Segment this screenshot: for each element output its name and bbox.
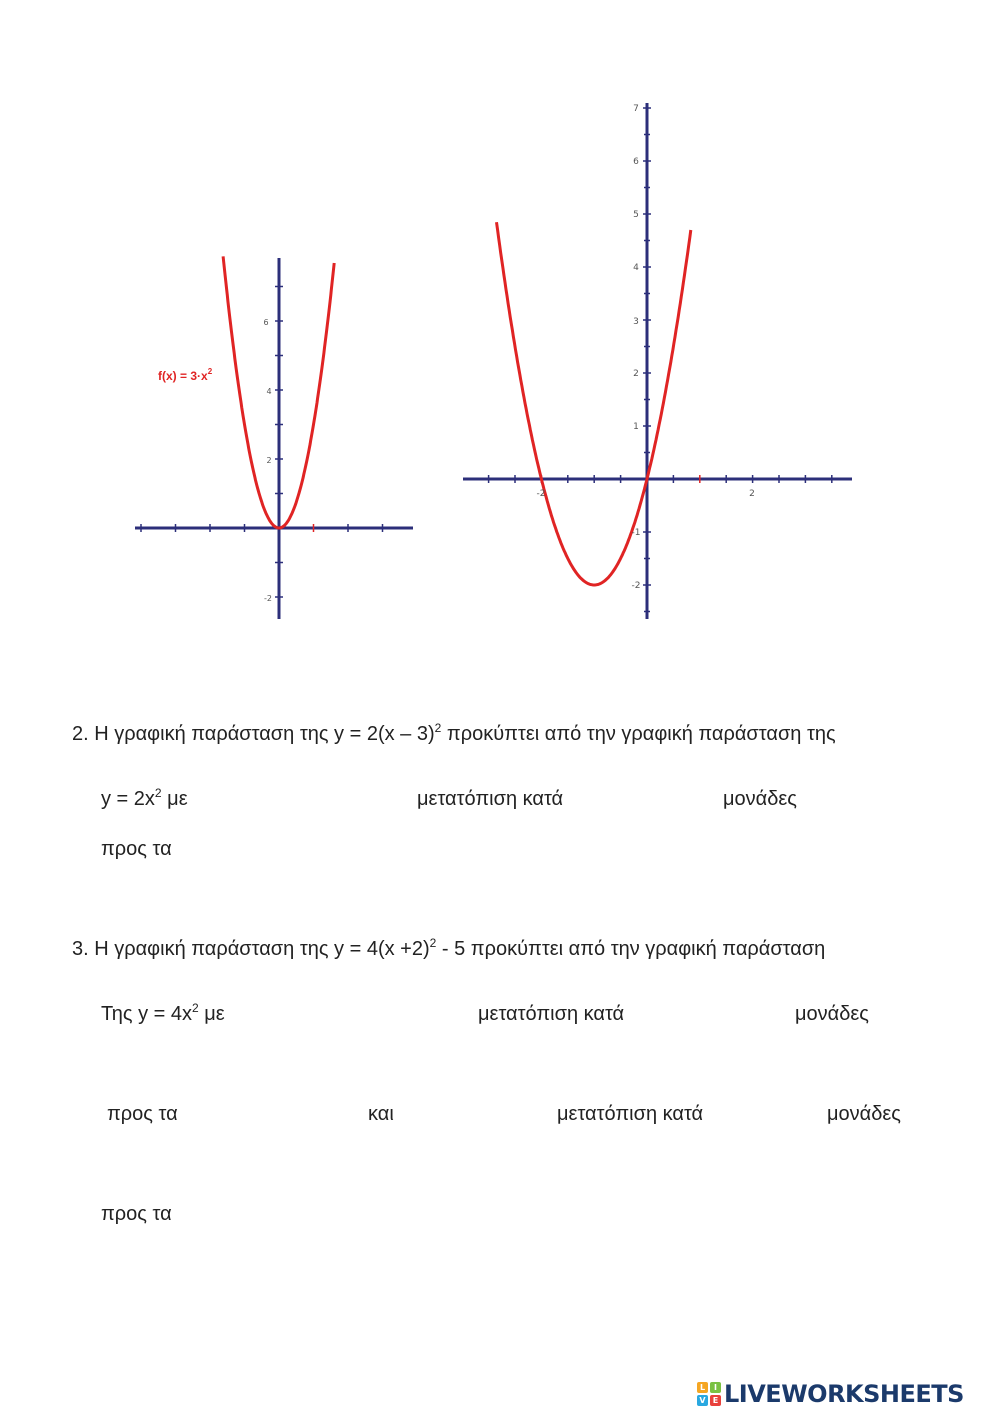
liveworksheets-logo: [697, 1379, 964, 1409]
left-tick-label-2: 2: [266, 456, 272, 465]
q3-units-label-2: μονάδες: [827, 1103, 901, 1125]
right-tick-label-neg1: -1: [631, 528, 641, 538]
q3-line2-b: με: [198, 1003, 225, 1025]
q3-shift-label-2: μετατόπιση κατά: [557, 1103, 704, 1125]
function-label-exp: 2: [207, 367, 213, 376]
q3-line1-a: 3. Η γραφική παράσταση της y = 4(x +2): [72, 938, 430, 960]
right-tick-label-neg2: -2: [631, 581, 641, 591]
function-label-text: f(x) = 3·x: [158, 369, 208, 383]
q2-units-label: μονάδες: [723, 788, 797, 810]
logo-letter-l: L: [697, 1382, 708, 1393]
q2-line1-b: προκύπτει από την γραφική παράσταση της: [441, 723, 836, 745]
left-tick-label-4: 4: [266, 387, 272, 396]
left-tick-label-6: 6: [263, 318, 269, 327]
left-tick-label-neg2: -2: [264, 594, 272, 603]
q3-shift-label-1: μετατόπιση κατά: [478, 1003, 625, 1025]
left-graph: [135, 256, 413, 619]
logo-letter-v: V: [697, 1395, 708, 1406]
right-tick-label-6: 6: [633, 157, 639, 167]
q2-line2-start: [101, 787, 188, 811]
right-tick-label-3: 3: [633, 317, 639, 327]
q3-line1-b: - 5 προκύπτει από την γραφική παράσταση: [436, 938, 826, 960]
q3-units-label-1: μονάδες: [795, 1003, 869, 1025]
q3-line1-exp: 2: [429, 936, 437, 950]
right-parabola-curve: [497, 222, 691, 585]
right-tick-label-5: 5: [633, 210, 639, 220]
right-graph: [463, 103, 852, 619]
right-tick-label-7: 7: [633, 104, 639, 114]
q3-line2-a: Της y = 4x: [101, 1003, 192, 1025]
logo-grid-icon: [697, 1382, 721, 1406]
right-tick-label-x-2: 2: [749, 489, 755, 499]
q2-towards-label: προς τα: [101, 838, 172, 860]
function-label: [158, 367, 213, 383]
q2-line2-b: με: [161, 788, 188, 810]
right-tick-label-4: 4: [633, 263, 639, 273]
right-tick-label-x-neg2: -2: [536, 489, 546, 499]
q2-shift-label: μετατόπιση κατά: [417, 788, 564, 810]
q3-and-label: και: [368, 1103, 394, 1125]
q3-towards-label-1: προς τα: [107, 1103, 178, 1125]
q3-line1: [72, 937, 825, 961]
right-tick-label-2: 2: [633, 369, 639, 379]
q2-line2-a: y = 2x: [101, 788, 155, 810]
q2-line1-exp: 2: [434, 721, 442, 735]
q2-line1: [72, 722, 836, 746]
logo-letter-e: E: [710, 1395, 721, 1406]
q2-line2-exp: 2: [154, 786, 162, 800]
logo-text: LIVEWORKSHEETS: [724, 1380, 964, 1408]
logo-letter-i: I: [710, 1382, 721, 1393]
q3-towards-label-2: προς τα: [101, 1203, 172, 1225]
right-tick-label-1: 1: [633, 422, 639, 432]
graphs-figure: [0, 0, 1000, 650]
q3-line2-start: [101, 1002, 225, 1026]
q3-line2-exp: 2: [192, 1001, 199, 1015]
q2-line1-a: 2. Η γραφική παράσταση της y = 2(x – 3): [72, 723, 435, 745]
